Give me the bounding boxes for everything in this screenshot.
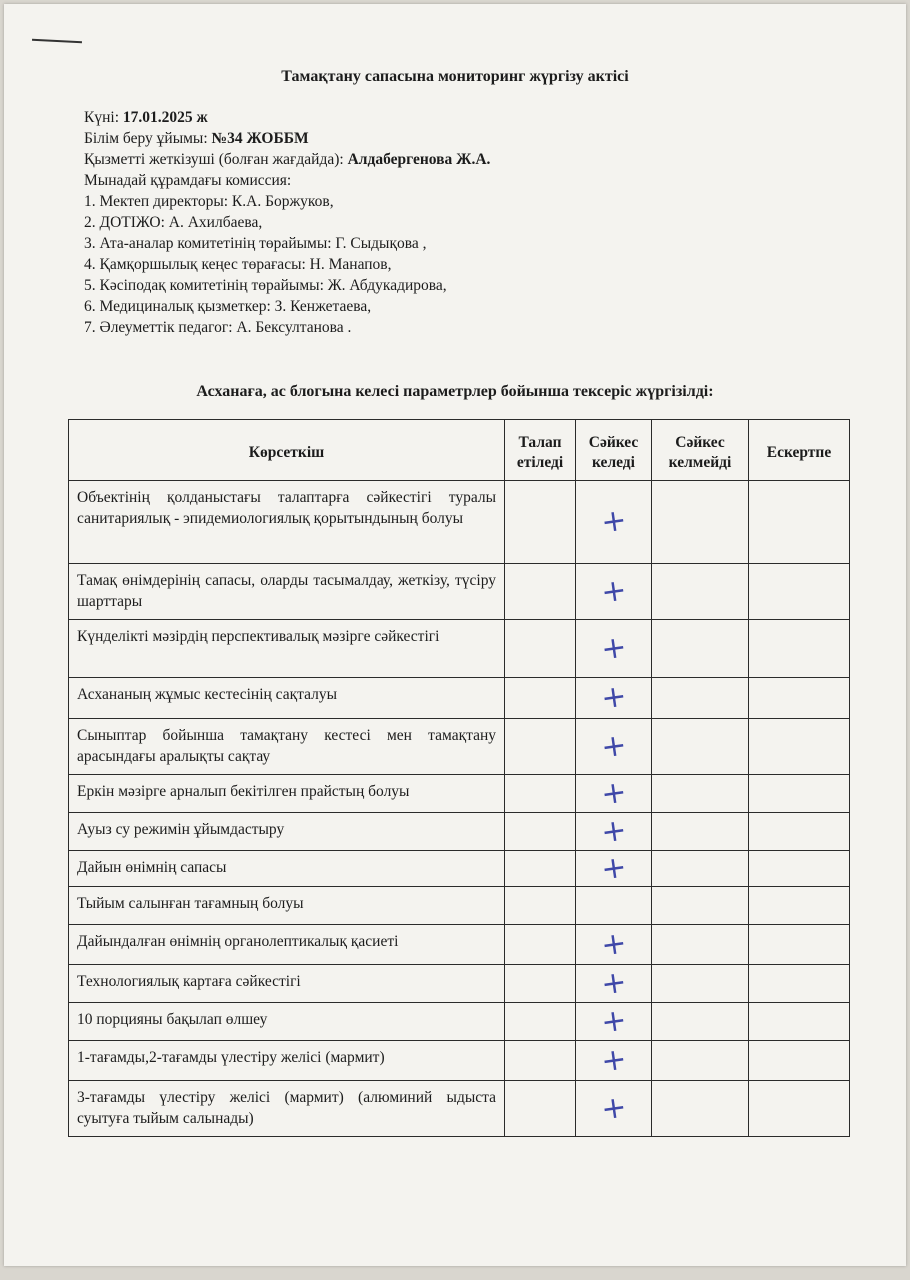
note-cell [749,887,850,925]
note-cell [749,1081,850,1137]
info-row-commission: Мынадай құрамдағы комиссия: [84,172,292,189]
note-cell [749,481,850,564]
table-row [69,965,850,1003]
check-plus-mark: + [598,571,629,611]
check-plus-mark: + [598,502,629,541]
not-complies-cell [652,775,749,813]
note-cell [749,925,850,965]
complies-cell [576,965,652,1003]
required-cell [505,678,576,719]
commission-member: 2. ДОТІЖО: А. Ахилбаева, [84,214,263,231]
note-cell [749,1041,850,1081]
not-complies-cell [652,481,749,564]
indicator-cell: Еркін мәзірге арналып бекітілген прайстың болуы [69,775,505,813]
not-complies-cell [652,1041,749,1081]
indicator-cell: Сыныптар бойынша тамақтану кестесі мен тамақтану арасындағы аралықты сақтау [69,719,505,775]
table-row [69,925,850,965]
table-row [69,481,850,564]
table-row [69,719,850,775]
not-complies-cell [652,1003,749,1041]
table-row [69,1003,850,1041]
required-cell [505,1081,576,1137]
complies-cell [576,775,652,813]
check-plus-mark: + [598,1040,629,1080]
indicator-cell: Технологиялық картаға сәйкестігі [69,965,505,1003]
table-row [69,851,850,887]
check-plus-mark: + [598,1001,629,1041]
required-cell [505,719,576,775]
not-complies-cell [652,813,749,851]
not-complies-cell [652,1081,749,1137]
commission-member: 4. Қамқоршылық кеңес төрағасы: Н. Манапов, [84,256,392,273]
note-cell [749,1003,850,1041]
complies-cell [576,678,652,719]
commission-member: 5. Кәсіподақ комитетінің төрайымы: Ж. Абдукадирова, [84,277,447,294]
indicator-cell: Дайын өнімнің сапасы [69,851,505,887]
table-row [69,775,850,813]
header-complies: Сәйкес келеді [576,420,652,481]
header-not-complies: Сәйкес келмейді [652,420,749,481]
note-cell [749,564,850,620]
complies-cell [576,481,652,564]
indicator-cell: Тыйым салынған тағамның болуы [69,887,505,925]
complies-cell [576,564,652,620]
check-plus-mark: + [598,848,629,888]
inspection-subtitle: Асханаға, ас блогына келесі параметрлер бойынша тексеріс жүргізілді: [196,383,714,400]
indicator-cell: Тамақ өнімдерінің сапасы, оларды тасымалдау, жеткізу, түсіру шарттары [69,564,505,620]
complies-cell [576,1003,652,1041]
required-cell [505,775,576,813]
commission-member: 6. Медициналық қызметкер: З. Кенжетаева, [84,298,372,315]
table-row [69,887,850,925]
required-cell [505,481,576,564]
not-complies-cell [652,719,749,775]
indicator-cell: Күнделікті мәзірдің перспективалық мәзірге сәйкестігі [69,620,505,678]
header-required: Талап етіледі [505,420,576,481]
required-cell [505,1003,576,1041]
required-cell [505,925,576,965]
not-complies-cell [652,678,749,719]
check-plus-mark: + [598,726,629,766]
table-row [69,564,850,620]
complies-cell [576,719,652,775]
not-complies-cell [652,887,749,925]
not-complies-cell [652,965,749,1003]
table-row [69,620,850,678]
not-complies-cell [652,851,749,887]
note-cell [749,813,850,851]
info-row-provider: Қызметті жеткізуші (болған жағдайда): Алдабергенова Ж.А. [84,151,491,168]
required-cell [505,887,576,925]
table-row [69,678,850,719]
note-cell [749,775,850,813]
commission-member: 1. Мектеп директоры: К.А. Боржуков, [84,193,334,210]
complies-cell [576,1081,652,1137]
table-row [69,1081,850,1137]
commission-member: 7. Әлеуметтік педагог: А. Бексултанова . [84,319,352,336]
check-plus-mark: + [598,628,629,668]
table-row [69,1041,850,1081]
check-plus-mark: + [598,773,629,813]
note-cell [749,965,850,1003]
indicator-cell: Асхананың жұмыс кестесінің сақталуы [69,678,505,719]
note-cell [749,851,850,887]
required-cell [505,564,576,620]
pen-stroke [32,39,82,44]
complies-cell [576,887,652,925]
inspection-table [68,419,850,1137]
not-complies-cell [652,925,749,965]
check-plus-mark: + [598,678,629,717]
indicator-cell: Дайындалған өнімнің органолептикалық қасиеті [69,925,505,965]
check-plus-mark: + [598,1088,629,1128]
complies-cell [576,925,652,965]
complies-cell [576,620,652,678]
commission-member: 3. Ата-аналар комитетінің төрайымы: Г. Сыдықова , [84,235,427,252]
check-plus-mark: + [598,924,629,964]
table-header-row [69,420,850,481]
info-row-organization: Білім беру ұйымы: №34 ЖОББМ [84,130,309,147]
info-row-date: Күні: 17.01.2025 ж [84,109,208,126]
required-cell [505,1041,576,1081]
indicator-cell: 10 порцияны бақылап өлшеу [69,1003,505,1041]
note-cell [749,719,850,775]
info-block [84,107,490,338]
header-indicator: Көрсеткіш [69,420,505,481]
complies-cell [576,813,652,851]
document-title: Тамақтану сапасына мониторинг жүргізу актісі [281,68,629,85]
not-complies-cell [652,620,749,678]
not-complies-cell [652,564,749,620]
note-cell [749,678,850,719]
check-plus-mark: + [598,963,629,1003]
note-cell [749,620,850,678]
required-cell [505,813,576,851]
indicator-cell: Ауыз су режимін ұйымдастыру [69,813,505,851]
header-note: Ескертпе [749,420,850,481]
required-cell [505,620,576,678]
indicator-cell: 3-тағамды үлестіру желісі (мармит) (алюминий ыдыста суытуға тыйым салынады) [69,1081,505,1137]
required-cell [505,851,576,887]
indicator-cell: 1-тағамды,2-тағамды үлестіру желісі (мармит) [69,1041,505,1081]
required-cell [505,965,576,1003]
complies-cell [576,1041,652,1081]
indicator-cell: Объектінің қолданыстағы талаптарға сәйкестігі туралы санитариялық - эпидемиологиялық қорытындының болуы [69,481,505,564]
table-row [69,813,850,851]
complies-cell [576,848,652,888]
check-plus-mark: + [598,811,629,851]
